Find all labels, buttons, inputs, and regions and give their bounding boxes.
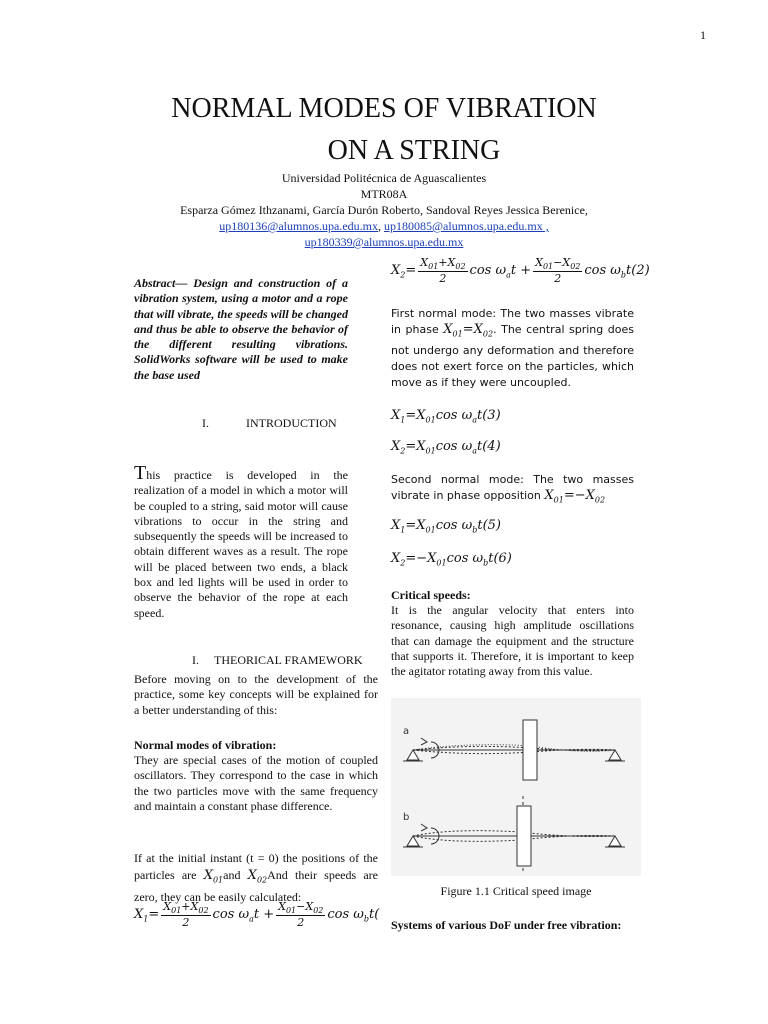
framework-numeral: I. <box>192 653 199 667</box>
x02-symbol: $X_{02}$ <box>247 868 268 885</box>
mode-b-drawing <box>403 796 625 873</box>
email-link-2[interactable]: up180085@alumnos.upa.edu.mx , <box>384 219 549 233</box>
framework-heading: THEORICAL FRAMEWORK <box>214 653 363 667</box>
x01-symbol: $X_{01}$ <box>203 868 224 885</box>
framework-intro: Before moving on to the development of the practice, some key concepts will be explained for a better understanding of this: <box>134 672 378 717</box>
authors: Esparza Gómez Ithzanami, García Durón Roberto, Sandoval Reyes Jessica Berenice, <box>180 203 588 217</box>
email-link-3[interactable]: up180339@alumnos.upa.edu.mx <box>304 235 464 249</box>
page-number: 1 <box>700 28 706 42</box>
university: Universidad Politécnica de Aguascalientes <box>281 171 487 185</box>
group-code: MTR08A <box>360 187 408 201</box>
intro-text: his practice is developed in the realization of a model in which a motor will be coupled to a string, said motor will cause vibrations to occur in the string and subsequently the speeds will be increased to obtain different waves as a result. The rope will be placed between two ends, a black box and led lights will be used in order to observe the behavior of the rope at each speed. <box>134 468 348 620</box>
figure-caption: Figure 1.1 Critical speed image <box>440 884 592 898</box>
equation-4: $X_2=X_{01}\cos$ $\omega_at(4)$ <box>391 439 501 456</box>
intro-heading: INTRODUCTION <box>246 416 337 430</box>
mode-a-drawing <box>403 720 625 780</box>
normal-modes-heading: Normal modes of vibration: <box>134 738 277 752</box>
initial-conditions-text: If at the initial instant (t = 0) the positions of the particles are $X_{01}and$ $X_{02}And$ their speeds are zero, they can be easily calculated: <box>134 851 379 904</box>
critical-speed-figure <box>391 698 641 876</box>
drop-cap: T <box>134 462 147 484</box>
systems-dof-heading: Systems of various DoF under free vibration: <box>391 918 622 932</box>
critical-speeds-heading: Critical speeds: <box>391 588 471 602</box>
email-separator: , <box>378 219 381 233</box>
equation-1: $X_1=$ $\frac{X_{01}+X_{02}}{2}$ $\cos \omega_at$ + $\frac{X_{01}-X_{02}}{2}$ $\cos \omega_bt$( <box>134 900 380 930</box>
equation-2: $X_2=$ $\frac{X_{01}+X_{02}}{2}$ $\cos \omega_at$ + $\frac{X_{01}-X_{02}}{2}$ $\cos \omega_bt(2)$ <box>391 256 650 286</box>
figure-label-a: a <box>403 726 410 737</box>
title-line-1: NORMAL MODES OF VIBRATION <box>171 93 597 124</box>
intro-paragraph <box>134 462 348 621</box>
title-line-2: ON A STRING <box>327 135 501 166</box>
second-normal-mode: Second normal mode: The two masses vibrate in phase opposition $X_{01}=-X_{02}$ <box>391 473 634 505</box>
normal-modes-text: They are special cases of the motion of coupled oscillators. They correspond to the case in which the two particles move with the same frequency and maintain a constant phase difference. <box>134 753 378 813</box>
figure-label-b: b <box>403 812 410 823</box>
first-normal-mode: First normal mode: The two masses vibrate in phase $X_{01}=X_{02}$. The central spring does not undergo any deformation and therefore does not exert force on the particles, which move as if they were uncoupled. <box>391 307 635 389</box>
intro-numeral: I. <box>202 416 209 430</box>
equation-5: $X_1=X_{01}\cos$ $\omega_bt(5)$ <box>391 518 501 535</box>
equation-3: $X_1=X_{01}\cos$ $\omega_at(3)$ <box>391 408 501 425</box>
paper-title <box>0 88 768 172</box>
email-link-1[interactable]: up180136@alumnos.upa.edu.mx <box>219 219 378 233</box>
affiliation-block <box>0 170 768 250</box>
critical-speeds-text: It is the angular velocity that enters into resonance, causing high amplitude oscillations that can damage the equipment and the structure that supports it. Therefore, it is important to keep the agitator rotating away from this value. <box>391 603 634 679</box>
shaft-diagram <box>391 698 641 876</box>
abstract: Abstract— Design and construction of a vibration system, using a motor and a rope that will vibrate, the speeds will be changed and thus be able to observe the behavior of the different resulting vibrations. SolidWorks software will be used to make the base used <box>134 276 348 382</box>
equation-6: $X_2=-X_{01}\cos$ $\omega_bt(6)$ <box>391 551 512 568</box>
